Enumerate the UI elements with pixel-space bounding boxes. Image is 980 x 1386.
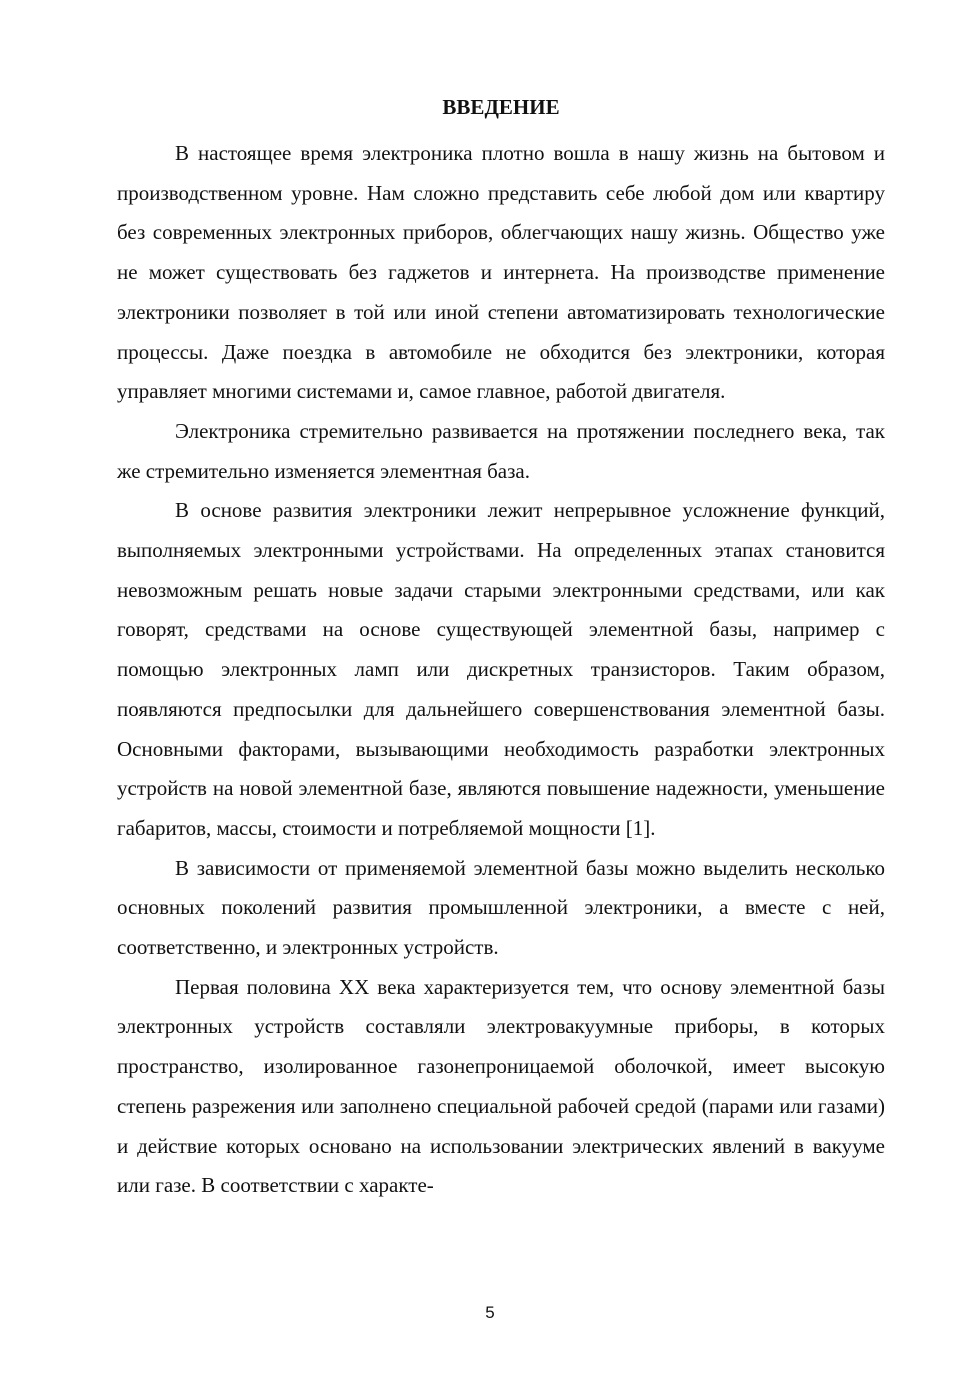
page-number: 5 <box>485 1303 495 1322</box>
paragraph-3: В основе развития электроники лежит непрерывное усложнение функций, выполняемых электронными устройствами. На определенных этапах становится невозможным решать новые задачи старыми электронными средствами, или как говорят, средствами на основе существующей элементной базы, например с помощью электронных ламп или дискретных транзисторов. Таким образом, появляются предпосылки для дальнейшего совершенствования элементной базы. Основными факторами, вызывающими необходимость разработки электронных устройств на новой элементной базе, являются повышение надежности, уменьшение габаритов, массы, стоимости и потребляемой мощности [1]. <box>117 498 885 840</box>
paragraph-5: Первая половина XX века характеризуется тем, что основу элементной базы электронных устройств составляли электровакуумные приборы, в которых пространство, изолированное газонепроницаемой оболочкой, имеет высокую степень разрежения или заполнено специальной рабочей средой (парами или газами) и действие которых основано на использовании электрических явлений в вакууме или газе. В соответствии с характе- <box>117 974 885 1198</box>
page-body <box>117 92 885 1206</box>
paragraph-1: В настоящее время электроника плотно вошла в нашу жизнь на бытовом и производственном уровне. Нам сложно представить себе любой дом или квартиру без современных электронных приборов, облегчающих нашу жизнь. Общество уже не может существовать без гаджетов и интернета. На производстве применение электроники позволяет в той или иной степени автоматизировать технологические процессы. Даже поездка в автомобиле не обходится без электроники, которая управляет многими системами и, самое главное, работой двигателя. <box>117 141 885 404</box>
page-title: ВВЕДЕНИЕ <box>442 95 560 119</box>
paragraph-4: В зависимости от применяемой элементной базы можно выделить несколько основных поколений развития промышленной электроники, а вместе с ней, соответственно, и электронных устройств. <box>117 855 885 960</box>
paragraph-2: Электроника стремительно развивается на протяжении последнего века, так же стремительно изменяется элементная база. <box>117 418 885 483</box>
